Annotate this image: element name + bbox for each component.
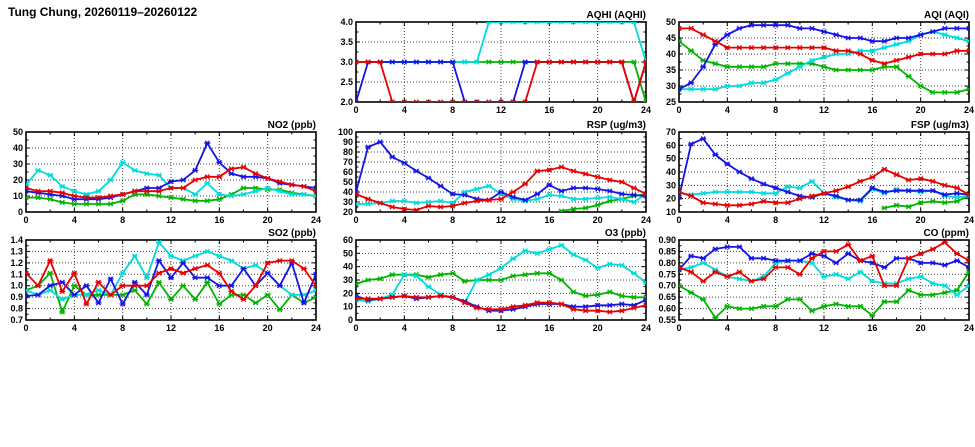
gridlines xyxy=(679,132,969,212)
svg-text:0.55: 0.55 xyxy=(658,315,676,325)
svg-text:1.4: 1.4 xyxy=(10,235,23,245)
svg-text:50: 50 xyxy=(342,177,353,187)
gridlines xyxy=(26,132,316,212)
svg-text:0: 0 xyxy=(676,105,682,115)
svg-text:60: 60 xyxy=(665,140,676,151)
svg-text:30: 30 xyxy=(665,81,676,91)
svg-text:20: 20 xyxy=(262,323,273,333)
chart-canvas-fsp xyxy=(653,118,975,226)
chart-title: FSP (ug/m3) xyxy=(910,120,969,131)
svg-text:10: 10 xyxy=(12,191,23,201)
svg-text:1.0: 1.0 xyxy=(10,280,23,291)
svg-text:20: 20 xyxy=(592,323,603,333)
svg-text:40: 40 xyxy=(665,49,676,59)
svg-text:50: 50 xyxy=(665,17,676,27)
svg-text:3.0: 3.0 xyxy=(340,57,353,67)
page-title: Tung Chung, 20260119–20260122 xyxy=(8,5,198,19)
svg-text:0.90: 0.90 xyxy=(658,235,676,245)
svg-text:35: 35 xyxy=(665,65,676,75)
svg-text:16: 16 xyxy=(214,323,225,333)
svg-text:4: 4 xyxy=(401,323,407,333)
svg-text:30: 30 xyxy=(12,159,23,169)
svg-text:12: 12 xyxy=(165,323,177,333)
svg-text:40: 40 xyxy=(342,187,353,197)
svg-text:4: 4 xyxy=(724,323,730,333)
svg-text:50: 50 xyxy=(12,127,23,137)
svg-text:4.0: 4.0 xyxy=(340,17,353,27)
svg-text:4: 4 xyxy=(71,215,77,225)
svg-text:40: 40 xyxy=(12,143,23,153)
svg-text:45: 45 xyxy=(665,33,676,43)
svg-text:16: 16 xyxy=(214,215,225,225)
svg-text:30: 30 xyxy=(342,197,353,207)
chart-canvas-no2 xyxy=(0,118,322,226)
svg-text:20: 20 xyxy=(915,215,926,225)
svg-text:8: 8 xyxy=(773,215,779,225)
svg-text:0.65: 0.65 xyxy=(658,292,676,303)
chart-aqhi xyxy=(330,8,652,116)
svg-text:20: 20 xyxy=(342,207,353,217)
svg-text:4: 4 xyxy=(724,215,730,225)
svg-text:24: 24 xyxy=(963,215,975,225)
svg-text:0.70: 0.70 xyxy=(658,280,676,291)
chart-so2 xyxy=(0,226,322,334)
svg-text:16: 16 xyxy=(867,215,878,225)
svg-text:8: 8 xyxy=(120,323,126,333)
svg-text:20: 20 xyxy=(342,288,353,299)
svg-text:2.5: 2.5 xyxy=(340,77,353,87)
svg-text:0: 0 xyxy=(353,323,359,333)
svg-text:0.75: 0.75 xyxy=(658,269,676,280)
svg-text:20: 20 xyxy=(915,105,926,115)
svg-text:4: 4 xyxy=(71,323,77,333)
svg-text:24: 24 xyxy=(640,105,652,115)
svg-text:1.2: 1.2 xyxy=(10,257,23,268)
chart-fsp xyxy=(653,118,975,226)
svg-text:3.5: 3.5 xyxy=(340,37,353,47)
chart-rsp xyxy=(330,118,652,226)
svg-text:1.3: 1.3 xyxy=(10,246,23,257)
svg-text:12: 12 xyxy=(818,323,830,333)
svg-text:50: 50 xyxy=(342,248,353,259)
svg-text:20: 20 xyxy=(592,215,603,225)
svg-text:24: 24 xyxy=(963,105,975,115)
svg-text:0.8: 0.8 xyxy=(10,303,23,314)
svg-text:30: 30 xyxy=(342,275,353,285)
svg-text:20: 20 xyxy=(592,105,603,115)
svg-text:12: 12 xyxy=(818,215,830,225)
svg-text:12: 12 xyxy=(165,215,177,225)
svg-text:20: 20 xyxy=(665,193,676,204)
svg-text:24: 24 xyxy=(310,323,322,333)
axis-labels xyxy=(340,17,651,115)
svg-text:16: 16 xyxy=(544,105,555,115)
svg-text:10: 10 xyxy=(342,301,353,312)
chart-no2 xyxy=(0,118,322,226)
svg-text:4: 4 xyxy=(401,215,407,225)
chart-aqi xyxy=(653,8,975,116)
svg-text:40: 40 xyxy=(342,261,353,272)
svg-text:25: 25 xyxy=(665,97,676,107)
svg-text:0: 0 xyxy=(676,215,682,225)
svg-text:8: 8 xyxy=(450,215,456,225)
chart-title: AQHI (AQHI) xyxy=(586,10,646,21)
svg-text:10: 10 xyxy=(665,207,676,217)
svg-text:0: 0 xyxy=(23,323,29,333)
svg-text:20: 20 xyxy=(262,215,273,225)
chart-title: SO2 (ppb) xyxy=(268,228,316,239)
gridlines xyxy=(356,132,646,212)
svg-text:0: 0 xyxy=(23,215,29,225)
axis-labels xyxy=(658,235,974,333)
svg-text:60: 60 xyxy=(342,235,353,245)
svg-text:2.0: 2.0 xyxy=(340,97,353,107)
chart-canvas-aqhi xyxy=(330,8,652,116)
svg-text:20: 20 xyxy=(12,175,23,185)
svg-text:70: 70 xyxy=(665,127,676,137)
svg-text:8: 8 xyxy=(450,323,456,333)
svg-text:16: 16 xyxy=(867,323,878,333)
svg-text:0: 0 xyxy=(353,215,359,225)
svg-text:40: 40 xyxy=(665,167,676,177)
svg-text:60: 60 xyxy=(342,167,353,177)
chart-canvas-aqi xyxy=(653,8,975,116)
svg-text:30: 30 xyxy=(665,180,676,191)
svg-text:0: 0 xyxy=(347,315,353,325)
svg-text:0.60: 0.60 xyxy=(658,303,676,314)
svg-text:1.1: 1.1 xyxy=(10,269,23,280)
svg-text:8: 8 xyxy=(773,105,779,115)
svg-text:12: 12 xyxy=(495,323,507,333)
svg-text:0: 0 xyxy=(676,323,682,333)
axis-labels xyxy=(666,127,974,225)
svg-text:4: 4 xyxy=(724,105,730,115)
svg-text:24: 24 xyxy=(640,215,652,225)
svg-text:8: 8 xyxy=(773,323,779,333)
chart-title: AQI (AQI) xyxy=(924,10,969,21)
chart-title: O3 (ppb) xyxy=(604,228,646,239)
axis-labels xyxy=(13,127,321,225)
svg-text:4: 4 xyxy=(401,105,407,115)
svg-text:16: 16 xyxy=(867,105,878,115)
svg-text:0: 0 xyxy=(353,105,359,115)
svg-text:50: 50 xyxy=(665,153,676,164)
svg-text:80: 80 xyxy=(342,147,353,157)
chart-canvas-rsp xyxy=(330,118,652,226)
svg-text:16: 16 xyxy=(544,215,555,225)
svg-text:0.85: 0.85 xyxy=(658,246,676,257)
svg-text:100: 100 xyxy=(337,127,353,137)
svg-text:12: 12 xyxy=(818,105,830,115)
svg-text:70: 70 xyxy=(342,157,353,167)
chart-canvas-co xyxy=(653,226,975,334)
svg-text:8: 8 xyxy=(120,215,126,225)
svg-text:16: 16 xyxy=(544,323,555,333)
svg-text:90: 90 xyxy=(342,137,353,147)
axis-labels xyxy=(343,235,651,333)
chart-o3 xyxy=(330,226,652,334)
svg-text:12: 12 xyxy=(495,215,507,225)
svg-text:0.80: 0.80 xyxy=(658,257,676,268)
svg-text:20: 20 xyxy=(915,323,926,333)
chart-title: CO (ppm) xyxy=(923,228,969,239)
svg-text:8: 8 xyxy=(450,105,456,115)
chart-canvas-o3 xyxy=(330,226,652,334)
chart-co xyxy=(653,226,975,334)
series-line-cyan xyxy=(679,261,969,295)
svg-text:0: 0 xyxy=(17,207,23,217)
svg-text:24: 24 xyxy=(963,323,975,333)
svg-text:0.7: 0.7 xyxy=(10,315,23,325)
chart-title: NO2 (ppb) xyxy=(267,120,316,131)
svg-text:12: 12 xyxy=(495,105,507,115)
chart-title: RSP (ug/m3) xyxy=(586,120,646,131)
chart-canvas-so2 xyxy=(0,226,322,334)
svg-text:0.9: 0.9 xyxy=(10,292,23,303)
svg-text:24: 24 xyxy=(310,215,322,225)
svg-text:24: 24 xyxy=(640,323,652,333)
